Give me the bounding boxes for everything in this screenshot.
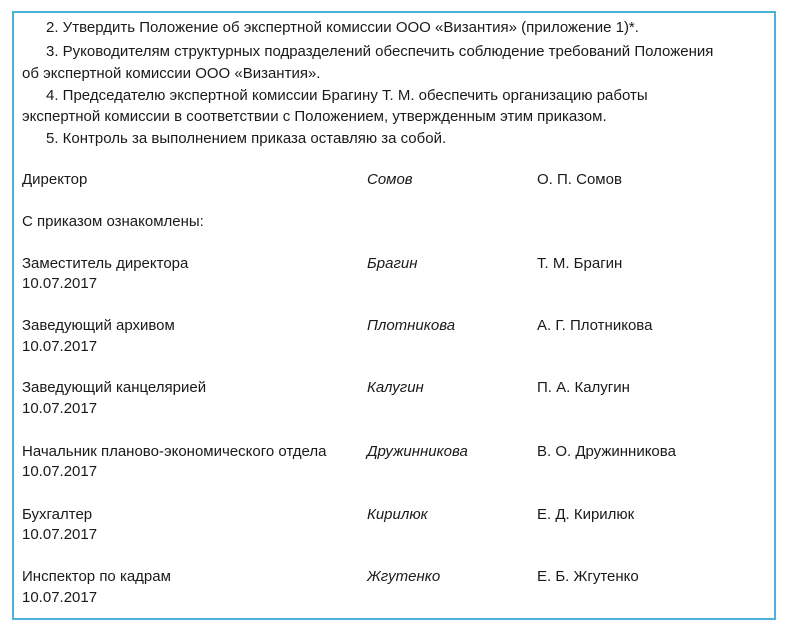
director-position: Директор <box>22 171 88 188</box>
signatory-name: В. О. Дружинникова <box>537 443 676 460</box>
acknowledged-label: С приказом ознакомлены: <box>22 213 204 230</box>
paragraph-3-line-1: 3. Руководителям структурных подразделений обеспечить соблюдение требований Положения <box>46 43 714 60</box>
signatory-date: 10.07.2017 <box>22 275 98 292</box>
signatory-position: Инспектор по кадрам <box>22 568 171 585</box>
paragraph-4-line-1: 4. Председателю экспертной комиссии Брагину Т. М. обеспечить организацию работы <box>46 87 648 104</box>
paragraph-2-line-1: 2. Утвердить Положение об экспертной комиссии ООО «Византия» (приложение 1)*. <box>46 19 639 36</box>
signatory-position: Заместитель директора <box>22 255 189 272</box>
signatory-date: 10.07.2017 <box>22 526 98 543</box>
signatory-position: Заведующий канцелярией <box>22 379 207 396</box>
paragraph-4-line-2: экспертной комиссии в соответствии с Положением, утвержденным этим приказом. <box>22 108 607 125</box>
signatory-date: 10.07.2017 <box>22 338 98 355</box>
signatory-position: Бухгалтер <box>22 506 93 523</box>
signatory-name: Е. Б. Жгутенко <box>537 568 639 585</box>
signatory-signature: Дружинникова <box>367 443 468 460</box>
signatory-name: А. Г. Плотникова <box>537 317 653 334</box>
signatory-signature: Жгутенко <box>367 568 441 585</box>
signatory-signature: Брагин <box>367 255 418 272</box>
signatory-date: 10.07.2017 <box>22 463 98 480</box>
signatory-date: 10.07.2017 <box>22 589 98 606</box>
signatory-signature: Плотникова <box>367 317 456 334</box>
signatory-name: Е. Д. Кирилюк <box>537 506 635 523</box>
signatory-date: 10.07.2017 <box>22 400 98 417</box>
director-name: О. П. Сомов <box>537 171 622 188</box>
director-signature: Сомов <box>367 171 413 188</box>
signatory-position: Заведующий архивом <box>22 317 175 334</box>
signatory-position: Начальник планово-экономического отдела <box>22 443 327 460</box>
paragraph-5-line-1: 5. Контроль за выполнением приказа оставляю за собой. <box>46 130 447 147</box>
signatory-name: П. А. Калугин <box>537 379 630 396</box>
paragraph-3-line-2: об экспертной комиссии ООО «Византия». <box>22 65 321 82</box>
signatory-signature: Калугин <box>367 379 424 396</box>
signatory-signature: Кирилюк <box>367 506 428 523</box>
signatory-name: Т. М. Брагин <box>537 255 623 272</box>
